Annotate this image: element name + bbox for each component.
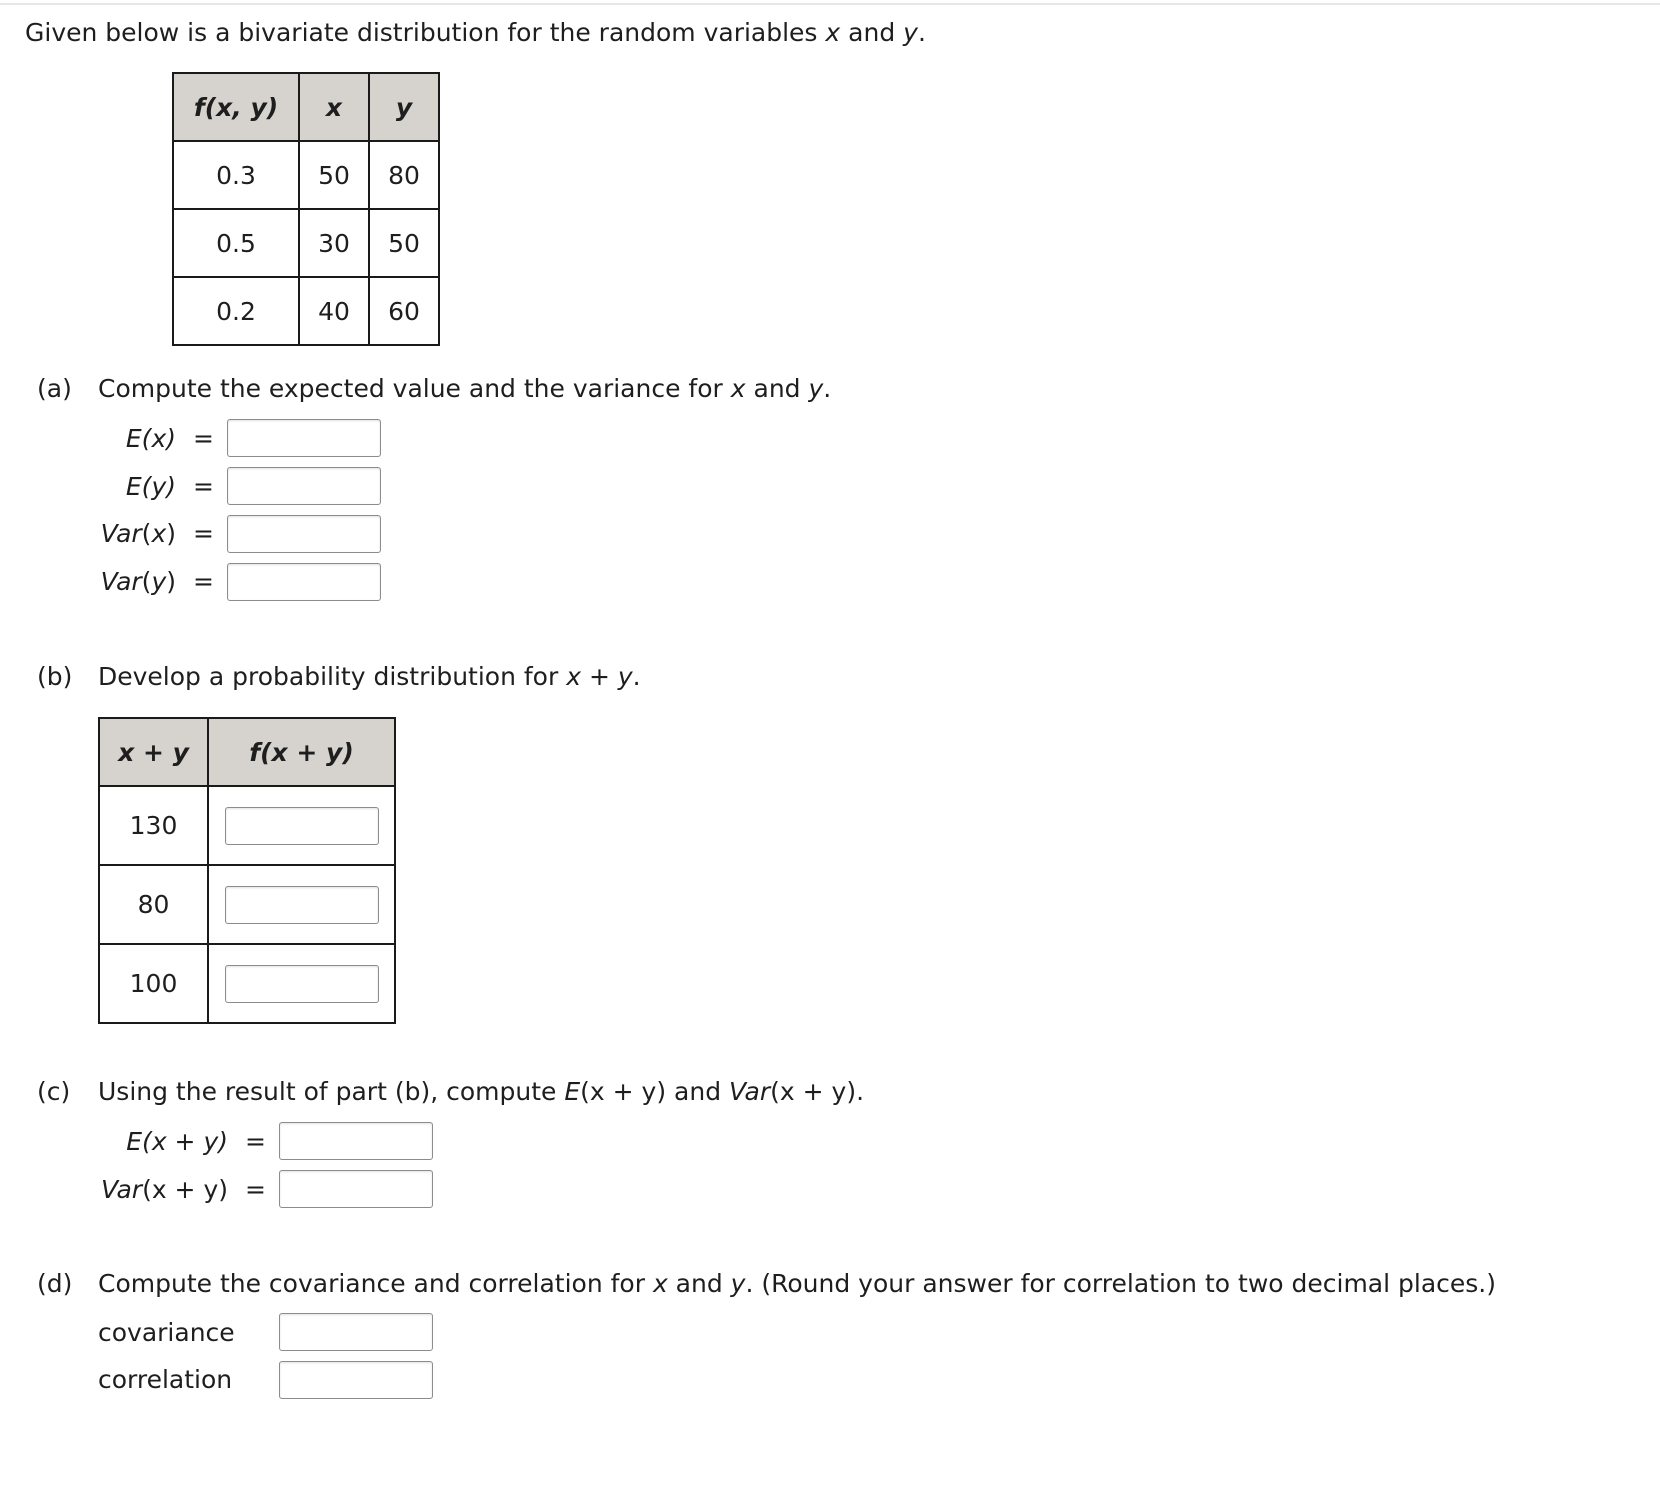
varxy-label: Var(x + y) — [100, 1175, 228, 1204]
f-sum-100-input[interactable] — [225, 965, 379, 1003]
covariance-label: covariance — [98, 1318, 235, 1347]
table-row — [173, 141, 439, 209]
table-row — [173, 277, 439, 345]
bivariate-distribution-table — [172, 72, 440, 346]
part-a-question: Compute the expected value and the variance for x and y. — [98, 374, 832, 403]
cell-sum: 100 — [99, 944, 208, 1023]
part-c-marker: (c) — [37, 1077, 71, 1106]
cell-sum: 80 — [99, 865, 208, 944]
col-header-sum: x + y — [99, 718, 208, 786]
table-row — [173, 209, 439, 277]
equals-sign: = — [193, 567, 214, 596]
part-d-marker: (d) — [37, 1269, 73, 1298]
cell-sum: 130 — [99, 786, 208, 865]
cell-y: 60 — [369, 277, 439, 345]
f-sum-80-input[interactable] — [225, 886, 379, 924]
ey-input[interactable] — [227, 467, 381, 505]
table-row — [99, 865, 395, 944]
equals-sign: = — [193, 519, 214, 548]
varx-label: Var(x) — [100, 519, 176, 548]
part-c-question: Using the result of part (b), compute E(x + y) and Var(x + y). — [98, 1077, 865, 1106]
top-divider — [0, 3, 1660, 5]
equals-sign: = — [193, 424, 214, 453]
cell-input — [208, 944, 395, 1023]
exy-input[interactable] — [279, 1122, 433, 1160]
col-header-fsum: f(x + y) — [208, 718, 395, 786]
vary-label: Var(y) — [100, 567, 176, 596]
cell-f: 0.3 — [173, 141, 299, 209]
correlation-label: correlation — [98, 1365, 233, 1394]
cell-x: 40 — [299, 277, 369, 345]
equals-sign: = — [245, 1175, 266, 1204]
cell-x: 50 — [299, 141, 369, 209]
cell-y: 80 — [369, 141, 439, 209]
col-header-x: x — [299, 73, 369, 141]
cell-f: 0.2 — [173, 277, 299, 345]
table-row — [99, 944, 395, 1023]
part-a-marker: (a) — [37, 374, 72, 403]
exy-label: E(x + y) — [126, 1127, 228, 1156]
col-header-y: y — [369, 73, 439, 141]
cell-x: 30 — [299, 209, 369, 277]
ey-label: E(y) — [125, 472, 176, 501]
part-d-question: Compute the covariance and correlation for x and y. (Round your answer for correlation to two decimal places.) — [98, 1269, 1497, 1298]
varxy-input[interactable] — [279, 1170, 433, 1208]
covariance-input[interactable] — [279, 1313, 433, 1351]
f-sum-130-input[interactable] — [225, 807, 379, 845]
cell-input — [208, 786, 395, 865]
varx-input[interactable] — [227, 515, 381, 553]
part-b-question: Develop a probability distribution for x + y. — [98, 662, 641, 691]
sum-distribution-table — [98, 717, 396, 1024]
correlation-input[interactable] — [279, 1361, 433, 1399]
col-header-f: f(x, y) — [173, 73, 299, 141]
equals-sign: = — [245, 1127, 266, 1156]
vary-input[interactable] — [227, 563, 381, 601]
intro-text: Given below is a bivariate distribution for the random variables x and y. — [25, 18, 926, 47]
equals-sign: = — [193, 472, 214, 501]
cell-input — [208, 865, 395, 944]
cell-y: 50 — [369, 209, 439, 277]
ex-input[interactable] — [227, 419, 381, 457]
table-row — [99, 786, 395, 865]
part-b-marker: (b) — [37, 662, 73, 691]
cell-f: 0.5 — [173, 209, 299, 277]
ex-label: E(x) — [125, 424, 176, 453]
